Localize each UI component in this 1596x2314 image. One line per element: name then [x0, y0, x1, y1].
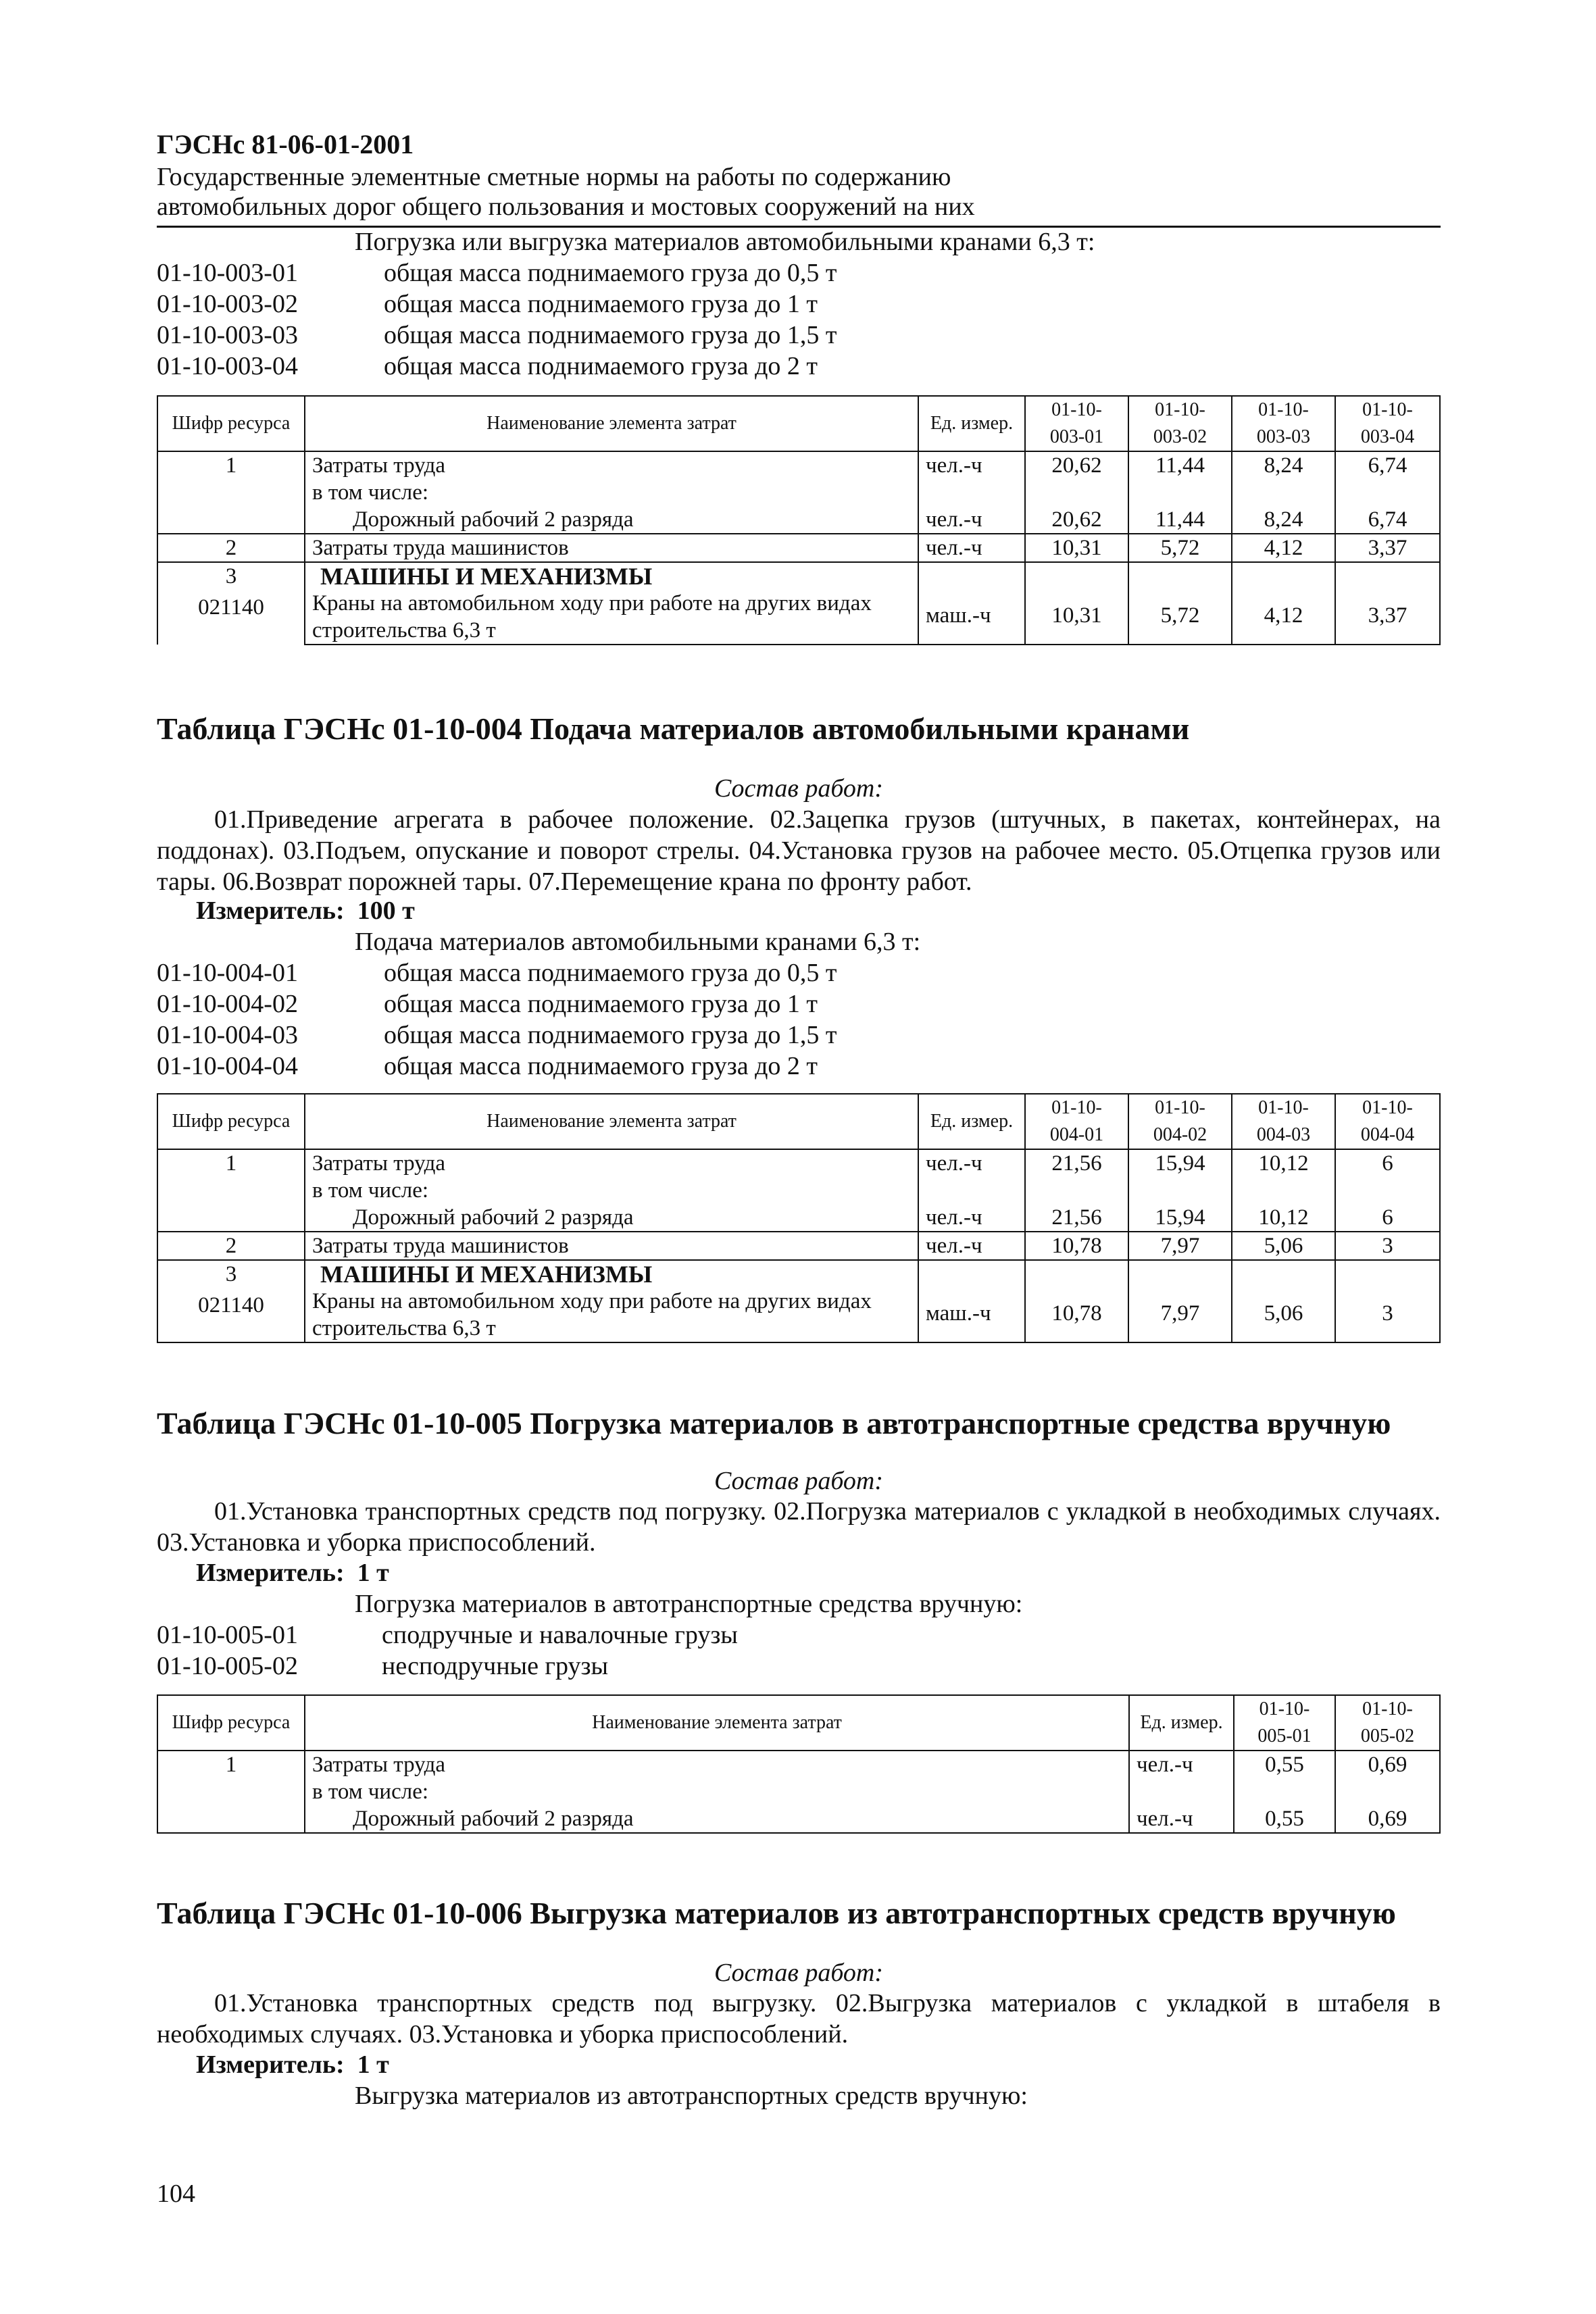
unit: чел.-ч: [926, 1151, 982, 1176]
measure: [196, 896, 415, 926]
cell-value: [1025, 1260, 1128, 1342]
item-code: 01-10-003-01: [157, 259, 298, 287]
unit: маш.-ч: [926, 603, 991, 628]
item-desc: общая масса поднимаемого груза до 2 т: [384, 352, 818, 380]
row-sub: в том числе:: [312, 1178, 429, 1203]
header-col: 01-10- 004-01: [1025, 1094, 1128, 1149]
table-row: [157, 534, 1440, 562]
code: 3: [225, 1262, 237, 1286]
value: 3,37: [1368, 603, 1407, 628]
value: 0,55: [1265, 1753, 1304, 1777]
row-name: Краны на автомобильном ходу при работе на других видах строительства 6,3 т: [312, 591, 872, 643]
cell-code: [157, 1260, 305, 1342]
unit: чел.-ч: [926, 453, 982, 478]
cell-value: [1128, 1149, 1232, 1232]
value: 6,74: [1368, 453, 1407, 478]
cell-unit: чел.-ч: [918, 1232, 1025, 1260]
work-composition-label: Состав работ:: [714, 774, 884, 803]
cell-value: [1025, 562, 1128, 645]
row-sub: в том числе:: [312, 480, 429, 505]
header-col: 01-10- 004-03: [1232, 1094, 1335, 1149]
row-name: Краны на автомобильном ходу при работе на других видах строительства 6,3 т: [312, 1289, 872, 1340]
value: 15,94: [1155, 1151, 1205, 1176]
table-row: [157, 1751, 1440, 1833]
value: 6: [1382, 1151, 1393, 1176]
cell-value: [1232, 1260, 1335, 1342]
cell-code: 1: [157, 451, 305, 534]
work-composition-text: 01.Установка транспортных средств под выгрузку. 02.Выгрузка материалов с укладкой в штабеля в необходимых случаях. 03.Установка и уборка приспособлений.: [157, 1989, 1441, 2048]
header-name: Наименование элемента затрат: [305, 1094, 918, 1149]
unit: чел.-ч: [1137, 1807, 1193, 1831]
measure-value: 100 т: [357, 897, 415, 925]
cell-unit: [918, 451, 1025, 534]
item-desc: сподручные и навалочные грузы: [382, 1621, 738, 1649]
cell-value: [1128, 451, 1232, 534]
header-code: Шифр ресурса: [157, 1094, 305, 1149]
value: 5,06: [1264, 1301, 1303, 1326]
cell-name: [305, 562, 918, 645]
section-heading: МАШИНЫ И МЕХАНИЗМЫ: [320, 563, 653, 590]
cell-unit: [918, 562, 1025, 645]
unit: маш.-ч: [926, 1301, 991, 1326]
header-name: Наименование элемента затрат: [305, 1695, 1129, 1751]
section3-intro: Погрузка материалов в автотранспортные средства вручную:: [355, 1590, 1023, 1618]
cell-name: [305, 1149, 918, 1232]
cell-value: [1232, 451, 1335, 534]
work-composition-label: Состав работ:: [714, 1959, 884, 1987]
unit: чел.-ч: [1137, 1753, 1193, 1777]
value: 0,69: [1368, 1807, 1407, 1831]
cell-unit: чел.-ч: [918, 534, 1025, 562]
item-desc: общая масса поднимаемого груза до 1 т: [384, 990, 818, 1018]
header-col: 01-10- 004-02: [1128, 1094, 1232, 1149]
page-number: 104: [157, 2180, 195, 2208]
value: 10,78: [1051, 1301, 1102, 1326]
header-col: 01-10- 005-02: [1335, 1695, 1440, 1751]
code: 3: [225, 564, 237, 588]
item-desc: общая масса поднимаемого груза до 1 т: [384, 290, 818, 318]
row-name: Затраты труда: [312, 453, 446, 478]
item-desc: общая масса поднимаемого груза до 1,5 т: [384, 321, 837, 349]
table-row: [157, 562, 1440, 645]
value: 0,69: [1368, 1753, 1407, 1777]
value: 10,12: [1258, 1151, 1309, 1176]
value: 20,62: [1051, 453, 1102, 478]
code: 021140: [198, 595, 264, 620]
document-code: ГЭСНс 81-06-01-2001: [157, 129, 414, 159]
item-code: 01-10-003-04: [157, 352, 298, 380]
cell-value: 10,78: [1025, 1232, 1128, 1260]
header-code: Шифр ресурса: [157, 396, 305, 451]
resource-table-004: [157, 1093, 1441, 1343]
header-col: 01-10- 003-03: [1232, 396, 1335, 451]
header-code: Шифр ресурса: [157, 1695, 305, 1751]
work-composition-text: 01.Установка транспортных средств под погрузку. 02.Погрузка материалов с укладкой в необходимых случаях. 03.Установка и уборка приспособлений.: [157, 1497, 1441, 1557]
code: 021140: [198, 1293, 264, 1317]
header-line-1: Государственные элементные сметные нормы на работы по содержанию: [157, 163, 951, 191]
cell-value: [1128, 1260, 1232, 1342]
measure-value: 1 т: [357, 1559, 389, 1587]
row-subitem: Дорожный рабочий 2 разряда: [353, 507, 634, 532]
value: 10,12: [1258, 1205, 1309, 1230]
value: 0,55: [1265, 1807, 1304, 1831]
resource-table-005: [157, 1694, 1441, 1834]
measure-label: Измеритель:: [196, 2051, 345, 2079]
section-heading: МАШИНЫ И МЕХАНИЗМЫ: [320, 1261, 653, 1288]
measure-value: 1 т: [357, 2051, 389, 2079]
cell-value: 3: [1335, 1232, 1440, 1260]
cell-code: 1: [157, 1149, 305, 1232]
value: 8,24: [1264, 453, 1303, 478]
cell-value: 4,12: [1232, 534, 1335, 562]
value: 4,12: [1264, 603, 1303, 628]
table-row: [157, 1232, 1440, 1260]
item-code: 01-10-004-01: [157, 959, 298, 987]
resource-table-003: [157, 395, 1441, 645]
cell-name: [305, 1260, 918, 1342]
cell-value: [1128, 562, 1232, 645]
cell-unit: [1129, 1751, 1234, 1833]
item-desc: общая масса поднимаемого груза до 0,5 т: [384, 959, 837, 987]
value: 20,62: [1051, 507, 1102, 532]
header-line-2: автомобильных дорог общего пользования и мостовых сооружений на них: [157, 193, 975, 221]
value: 10,31: [1051, 603, 1102, 628]
block1-intro: Погрузка или выгрузка материалов автомобильными кранами 6,3 т:: [355, 228, 1095, 256]
cell-value: 5,72: [1128, 534, 1232, 562]
cell-name: Затраты труда машинистов: [305, 1232, 918, 1260]
value: 21,56: [1051, 1205, 1102, 1230]
item-desc: общая масса поднимаемого груза до 1,5 т: [384, 1021, 837, 1049]
item-code: 01-10-005-02: [157, 1652, 298, 1680]
row-name: Затраты труда: [312, 1753, 446, 1777]
header-col: 01-10- 005-01: [1234, 1695, 1335, 1751]
item-code: 01-10-003-03: [157, 321, 298, 349]
row-subitem: Дорожный рабочий 2 разряда: [353, 1205, 634, 1230]
header-col: 01-10- 003-02: [1128, 396, 1232, 451]
cell-code: 1: [157, 1751, 305, 1833]
header-unit: Ед. измер.: [918, 1094, 1025, 1149]
header-col: 01-10- 004-04: [1335, 1094, 1440, 1149]
item-desc: общая масса поднимаемого груза до 2 т: [384, 1052, 818, 1080]
cell-value: 3,37: [1335, 534, 1440, 562]
cell-value: [1232, 1149, 1335, 1232]
value: 6: [1382, 1205, 1393, 1230]
value: 5,72: [1160, 603, 1200, 628]
measure-label: Измеритель:: [196, 1559, 345, 1587]
cell-value: 7,97: [1128, 1232, 1232, 1260]
section-title: Таблица ГЭСНс 01-10-006 Выгрузка материалов из автотранспортных средств вручную: [157, 1896, 1396, 1930]
cell-value: [1335, 562, 1440, 645]
measure-label: Измеритель:: [196, 897, 345, 925]
section-title: Таблица ГЭСНс 01-10-004 Подача материалов автомобильными кранами: [157, 711, 1190, 746]
section4-intro: Выгрузка материалов из автотранспортных средств вручную:: [355, 2082, 1028, 2110]
cell-value: 5,06: [1232, 1232, 1335, 1260]
work-composition-text: 01.Приведение агрегата в рабочее положение. 02.Зацепка грузов (штучных, в пакетах, контейнерах, на поддонах). 03.Подъем, опускание и поворот стрелы. 04.Установка грузов на рабочее место. 05.Отцепка грузов или тары. 06.Возврат порожней тары. 07.Перемещение крана по фронту работ.: [157, 805, 1441, 896]
cell-value: 10,31: [1025, 534, 1128, 562]
cell-value: [1025, 1149, 1128, 1232]
row-subitem: Дорожный рабочий 2 разряда: [353, 1807, 634, 1831]
section2-intro: Подача материалов автомобильными кранами 6,3 т:: [355, 928, 921, 956]
cell-unit: [918, 1149, 1025, 1232]
cell-name: Затраты труда машинистов: [305, 534, 918, 562]
table-row: [157, 1260, 1440, 1342]
cell-code: 2: [157, 1232, 305, 1260]
value: 6,74: [1368, 507, 1407, 532]
item-code: 01-10-004-02: [157, 990, 298, 1018]
header-col: 01-10- 003-01: [1025, 396, 1128, 451]
item-desc: несподручные грузы: [382, 1652, 609, 1680]
cell-code: 2: [157, 534, 305, 562]
cell-value: [1335, 1260, 1440, 1342]
value: 8,24: [1264, 507, 1303, 532]
unit: чел.-ч: [926, 507, 982, 532]
unit: чел.-ч: [926, 1205, 982, 1230]
value: 3: [1382, 1301, 1393, 1326]
cell-code: [157, 562, 305, 645]
value: 21,56: [1051, 1151, 1102, 1176]
value: 11,44: [1155, 507, 1205, 532]
item-code: 01-10-003-02: [157, 290, 298, 318]
measure: [196, 2050, 389, 2080]
cell-value: [1335, 1149, 1440, 1232]
cell-name: [305, 1751, 1129, 1833]
cell-name: [305, 451, 918, 534]
item-desc: общая масса поднимаемого груза до 0,5 т: [384, 259, 837, 287]
section-title: Таблица ГЭСНс 01-10-005 Погрузка материалов в автотранспортные средства вручную: [157, 1406, 1391, 1440]
cell-value: [1232, 562, 1335, 645]
cell-value: [1335, 1751, 1440, 1833]
item-code: 01-10-005-01: [157, 1621, 298, 1649]
header-unit: Ед. измер.: [918, 396, 1025, 451]
value: 7,97: [1160, 1301, 1200, 1326]
cell-value: [1234, 1751, 1335, 1833]
measure: [196, 1558, 389, 1588]
value: 11,44: [1155, 453, 1205, 478]
header-col: 01-10- 003-04: [1335, 396, 1440, 451]
header-name: Наименование элемента затрат: [305, 396, 918, 451]
row-sub: в том числе:: [312, 1780, 429, 1804]
cell-value: [1025, 451, 1128, 534]
value: 15,94: [1155, 1205, 1205, 1230]
table-row: [157, 1149, 1440, 1232]
row-name: Затраты труда: [312, 1151, 446, 1176]
table-row: [157, 451, 1440, 534]
header-unit: Ед. измер.: [1129, 1695, 1234, 1751]
cell-value: [1335, 451, 1440, 534]
work-composition-label: Состав работ:: [714, 1467, 884, 1495]
item-code: 01-10-004-03: [157, 1021, 298, 1049]
item-code: 01-10-004-04: [157, 1052, 298, 1080]
cell-unit: [918, 1260, 1025, 1342]
